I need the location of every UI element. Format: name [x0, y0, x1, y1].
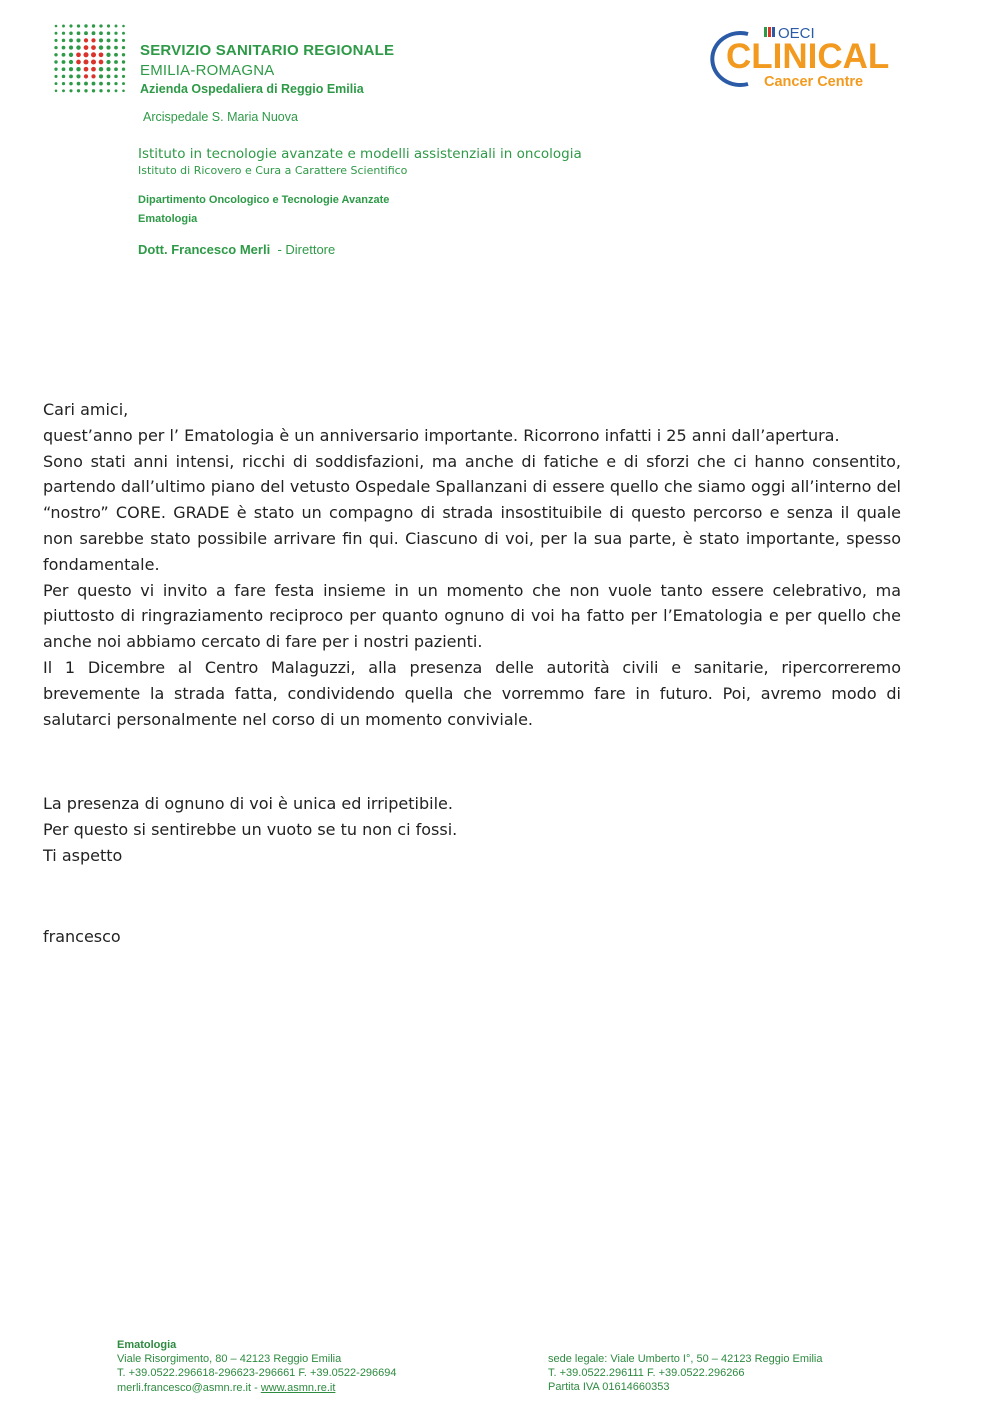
- logo-dot: [54, 39, 57, 42]
- logo-dot: [122, 39, 125, 42]
- logo-dot: [62, 60, 66, 64]
- logo-dot: [62, 46, 66, 50]
- logo-dot: [76, 60, 81, 65]
- logo-dot: [76, 52, 81, 57]
- director-name: Dott. Francesco Merli: [138, 242, 271, 257]
- director-role: - Direttore: [277, 242, 336, 257]
- department-name: Dipartimento Oncologico e Tecnologie Avanzate: [138, 194, 390, 206]
- logo-dot: [122, 75, 125, 78]
- footer-vat: Partita IVA 01614660353: [548, 1381, 670, 1394]
- footer-legal-phones: T. +39.0522.296111 F. +39.0522.296266: [548, 1367, 745, 1380]
- logo-dot: [106, 53, 110, 57]
- footer-email-link[interactable]: merli.francesco@asmn.re.it: [117, 1381, 252, 1394]
- logo-dot: [114, 39, 118, 43]
- logo-dot: [69, 74, 73, 78]
- logo-dot: [84, 82, 88, 86]
- logo-dot: [69, 46, 73, 50]
- logo-dot: [115, 25, 118, 28]
- logo-dot: [54, 46, 57, 49]
- logo-dot: [69, 24, 72, 27]
- logo-dot: [106, 60, 110, 64]
- logo-dot: [114, 75, 118, 79]
- logo-dot: [99, 89, 102, 92]
- institute-subtitle: Istituto di Ricovero e Cura a Carattere Scientifico: [138, 164, 408, 177]
- logo-dot: [122, 60, 125, 63]
- logo-small-text: OECI: [778, 25, 815, 42]
- logo-flag-icon: [764, 27, 775, 37]
- unit-name: Ematologia: [138, 213, 198, 225]
- logo-dot: [55, 32, 58, 35]
- logo-dot: [62, 75, 66, 79]
- logo-dot: [77, 82, 81, 86]
- logo-dot: [55, 82, 58, 85]
- footer-right: [548, 1352, 822, 1395]
- letter-closing: [43, 791, 901, 868]
- logo-dot: [69, 82, 73, 86]
- logo-dot: [122, 90, 125, 93]
- logo-dot: [62, 53, 66, 57]
- org-title: SERVIZIO SANITARIO REGIONALE: [140, 42, 395, 59]
- logo-dot: [107, 38, 111, 42]
- logo-dot: [77, 24, 80, 27]
- logo-dot: [69, 60, 73, 64]
- logo-dot: [122, 32, 125, 35]
- logo-dot: [114, 60, 118, 64]
- logo-dot: [122, 68, 125, 71]
- logo-dot: [76, 38, 80, 42]
- logo-dot: [92, 89, 95, 92]
- logo-dot: [99, 24, 102, 27]
- logo-dot: [62, 39, 66, 43]
- logo-dot: [76, 74, 80, 78]
- logo-dot: [107, 74, 111, 78]
- logo-dot: [92, 31, 96, 35]
- logo-dot: [91, 59, 96, 64]
- logo-main-text: CLINICAL: [726, 37, 890, 76]
- closing-line-3: Ti aspetto: [43, 845, 123, 865]
- footer-phones: T. +39.0522.296618-296623-296661 F. +39.0522-296694: [117, 1367, 397, 1380]
- org-region: EMILIA-ROMAGNA: [140, 62, 275, 79]
- logo-dot: [55, 25, 58, 28]
- logo-dot: [99, 31, 103, 35]
- org-hospital-company: Azienda Ospedaliera di Reggio Emilia: [140, 82, 364, 96]
- logo-dot: [99, 38, 103, 42]
- logo-dot: [92, 82, 96, 86]
- logo-dot: [91, 38, 95, 42]
- letter-paragraph-1: quest’anno per l’ Ematologia è un anniversario importante. Ricorrono infatti i 25 anni dall’apertura.: [43, 425, 840, 445]
- logo-dot: [107, 89, 110, 92]
- logo-dot: [114, 82, 117, 85]
- letter-paragraph-3: Per questo vi invito a fare festa insieme in un momento che non vuole tanto essere celebrativo, ma piuttosto di ringraziamento reciproco per quanto ognuno di voi ha fatto per l’Ematologia e per quello che anche noi abbiamo cercato di fare per i nostri pazienti.: [43, 580, 901, 652]
- logo-dot: [84, 31, 88, 35]
- logo-dot: [106, 67, 110, 71]
- logo-dot: [114, 32, 117, 35]
- logo-dot: [54, 60, 57, 63]
- director-line: [138, 242, 335, 257]
- logo-dot: [69, 67, 73, 71]
- logo-dot: [99, 67, 103, 71]
- logo-dot: [84, 45, 89, 50]
- logo-dot: [54, 75, 57, 78]
- logo-dot: [62, 25, 65, 28]
- logo-dot: [54, 53, 57, 56]
- logo-dot: [69, 38, 73, 42]
- logo-dot: [114, 53, 118, 57]
- logo-dot: [122, 53, 125, 56]
- logo-dot: [107, 24, 110, 27]
- logo-dot: [62, 89, 65, 92]
- logo-dot: [122, 82, 125, 85]
- logo-dot: [115, 89, 118, 92]
- logo-dot: [84, 89, 87, 92]
- letter-body: [43, 397, 901, 732]
- logo-dot: [91, 52, 96, 57]
- logo-dot: [83, 52, 88, 57]
- logo-dot: [55, 90, 58, 93]
- footer-left: [117, 1338, 397, 1395]
- institute-name: Istituto in tecnologie avanzate e modelli assistenziali in oncologia: [138, 146, 582, 162]
- logo-dot: [114, 46, 118, 50]
- logo-dot: [91, 45, 96, 50]
- logo-dot: [122, 46, 125, 49]
- letter-paragraph-2: Sono stati anni intensi, ricchi di soddisfazioni, ma anche di fatiche e di sforzi che ci hanno consentito, partendo dall’ultimo piano del vetusto Ospedale Spallanzani di essere quello che siamo oggi all’interno del “nostro” CORE. GRADE è stato un compagno di strada insostituibile di questo percorso e senza il quale non sarebbe stato possibile arrivare fin qui. Ciascuno di voi, per la sua parte, è stato importante, spesso fondamentale.: [43, 451, 901, 574]
- logo-dot: [84, 74, 88, 78]
- letter-signature: francesco: [43, 927, 121, 946]
- logo-sub-text: Cancer Centre: [764, 74, 864, 90]
- logo-dot: [62, 82, 65, 85]
- logo-dot: [106, 46, 110, 50]
- logo-dot: [69, 31, 73, 35]
- logo-dot: [62, 32, 65, 35]
- logo-dot: [99, 82, 103, 86]
- letter-paragraph-4: Il 1 Dicembre al Centro Malaguzzi, alla presenza delle autorità civili e sanitarie, ripercorreremo brevemente la strada fatta, condividendo quella che vorremmo fare in futuro. Poi, avremo modo di salutarci personalmente nel corso di un momento conviviale.: [43, 657, 901, 729]
- logo-dot: [99, 60, 104, 65]
- footer-address: Viale Risorgimento, 80 – 42123 Reggio Emilia: [117, 1353, 342, 1366]
- logo-dot: [84, 24, 87, 27]
- logo-dot: [107, 31, 111, 35]
- logo-dot: [83, 59, 88, 64]
- logo-dot: [84, 38, 88, 42]
- logo-dot: [99, 45, 103, 49]
- logo-dot: [91, 74, 95, 78]
- logo-dot: [69, 53, 73, 57]
- footer-unit: Ematologia: [117, 1339, 177, 1351]
- logo-dot: [76, 67, 80, 71]
- footer-legal-address: sede legale: Viale Umberto I°, 50 – 42123 Reggio Emilia: [548, 1353, 823, 1365]
- hospital-name: Arcispedale S. Maria Nuova: [143, 110, 298, 124]
- footer-web-link[interactable]: www.asmn.re.it: [260, 1381, 336, 1394]
- logo-dot: [107, 82, 111, 86]
- logo-dot: [76, 45, 80, 49]
- logo-dot: [114, 67, 118, 71]
- logo-dot: [54, 68, 57, 71]
- logo-dot: [77, 89, 80, 92]
- logo-dot: [122, 25, 125, 28]
- letter-greeting: Cari amici,: [43, 400, 129, 419]
- logo-dot: [99, 52, 104, 57]
- logo-dot: [91, 67, 96, 72]
- logo-dot: [92, 24, 95, 27]
- closing-line-2: Per questo si sentirebbe un vuoto se tu non ci fossi.: [43, 819, 458, 839]
- logo-dot: [69, 89, 72, 92]
- closing-line-1: La presenza di ognuno di voi è unica ed irripetibile.: [43, 794, 453, 813]
- logo-dot: [84, 67, 89, 72]
- regional-logo-dots-icon: [52, 22, 128, 96]
- oeci-clinical-logo: [708, 22, 908, 94]
- logo-dot: [99, 74, 103, 78]
- logo-dot: [77, 31, 81, 35]
- logo-dot: [62, 67, 66, 71]
- footer-separator: -: [251, 1381, 261, 1394]
